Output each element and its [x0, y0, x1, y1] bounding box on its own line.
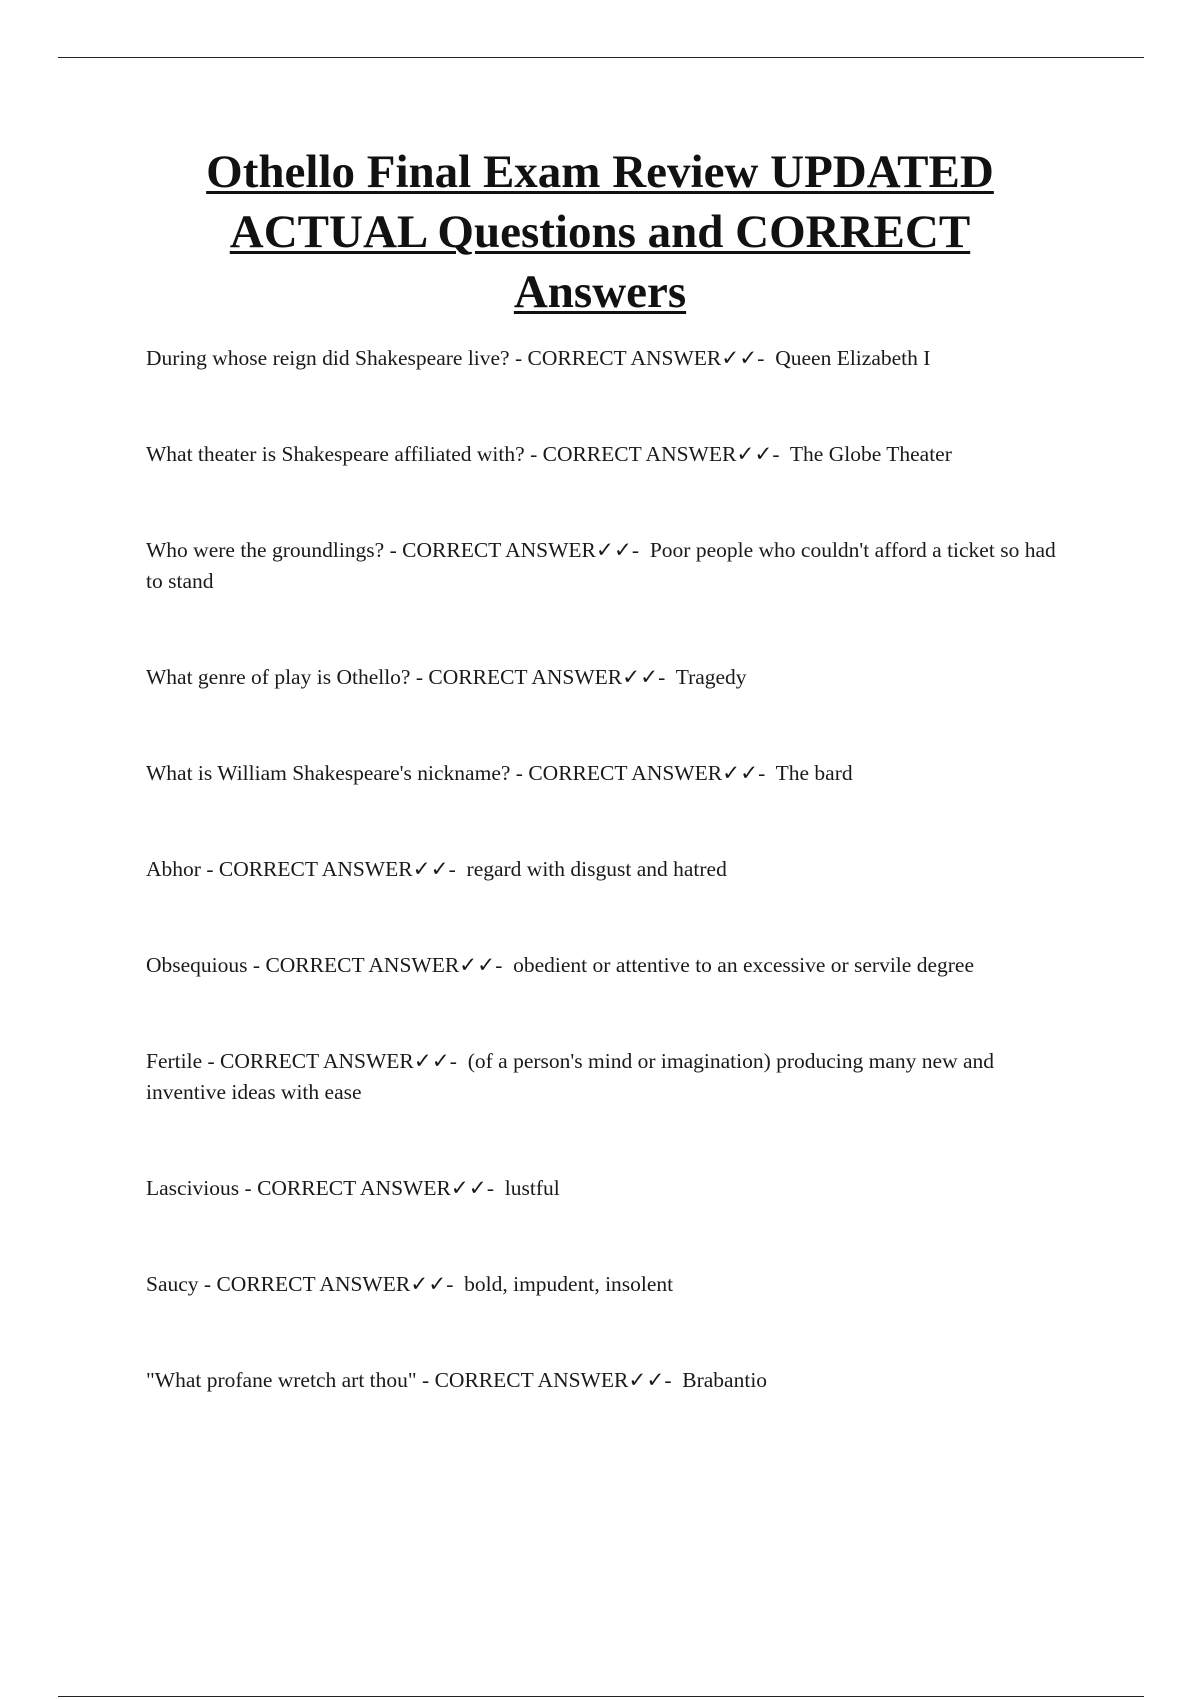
answer-text: Poor people who couldn't afford a ticket so had to stand	[146, 538, 1056, 593]
correct-answer-marker: - CORRECT ANSWER✓✓-	[239, 1176, 505, 1200]
qa-item	[146, 343, 1066, 374]
question-text: What genre of play is Othello?	[146, 665, 411, 689]
top-rule	[58, 57, 1144, 58]
answer-text: Queen Elizabeth I	[775, 346, 931, 370]
bottom-rule	[58, 1696, 1144, 1697]
qa-list	[146, 343, 1066, 1461]
answer-text: obedient or attentive to an excessive or servile degree	[513, 953, 974, 977]
qa-item	[146, 662, 1066, 693]
question-text: What theater is Shakespeare affiliated with?	[146, 442, 525, 466]
answer-text: Tragedy	[675, 665, 747, 689]
correct-answer-marker: - CORRECT ANSWER✓✓-	[524, 442, 790, 466]
qa-item	[146, 1046, 1066, 1108]
answer-text: The bard	[775, 761, 853, 785]
qa-item	[146, 1173, 1066, 1204]
qa-item	[146, 1269, 1066, 1300]
question-text: Lascivious	[146, 1176, 240, 1200]
answer-text: The Globe Theater	[789, 442, 952, 466]
qa-item	[146, 950, 1066, 981]
qa-item	[146, 758, 1066, 789]
answer-text: regard with disgust and hatred	[466, 857, 727, 881]
correct-answer-marker: - CORRECT ANSWER✓✓-	[200, 857, 467, 881]
question-text: Who were the groundlings?	[146, 538, 385, 562]
page-title: Othello Final Exam Review UPDATED ACTUAL Questions and CORRECT Answers	[206, 146, 994, 318]
question-text: Fertile	[146, 1049, 203, 1073]
qa-item	[146, 854, 1066, 885]
question-text: Saucy	[146, 1272, 199, 1296]
qa-item	[146, 535, 1066, 597]
correct-answer-marker: - CORRECT ANSWER✓✓-	[510, 761, 776, 785]
qa-item	[146, 439, 1066, 470]
question-text: "What profane wretch art thou"	[146, 1368, 417, 1392]
correct-answer-marker: - CORRECT ANSWER✓✓-	[410, 665, 676, 689]
qa-item	[146, 1365, 1066, 1396]
question-text: What is William Shakespeare's nickname?	[146, 761, 511, 785]
correct-answer-marker: - CORRECT ANSWER✓✓-	[384, 538, 650, 562]
correct-answer-marker: - CORRECT ANSWER✓✓-	[509, 346, 776, 370]
correct-answer-marker: - CORRECT ANSWER✓✓-	[198, 1272, 465, 1296]
correct-answer-marker: - CORRECT ANSWER✓✓-	[247, 953, 514, 977]
correct-answer-marker: - CORRECT ANSWER✓✓-	[416, 1368, 683, 1392]
question-text: During whose reign did Shakespeare live?	[146, 346, 510, 370]
correct-answer-marker: - CORRECT ANSWER✓✓-	[202, 1049, 468, 1073]
answer-text: lustful	[504, 1176, 560, 1200]
answer-text: bold, impudent, insolent	[464, 1272, 674, 1296]
question-text: Abhor	[146, 857, 201, 881]
answer-text: (of a person's mind or imagination) producing many new and inventive ideas with ease	[146, 1049, 995, 1104]
answer-text: Brabantio	[682, 1368, 768, 1392]
question-text: Obsequious	[146, 953, 248, 977]
